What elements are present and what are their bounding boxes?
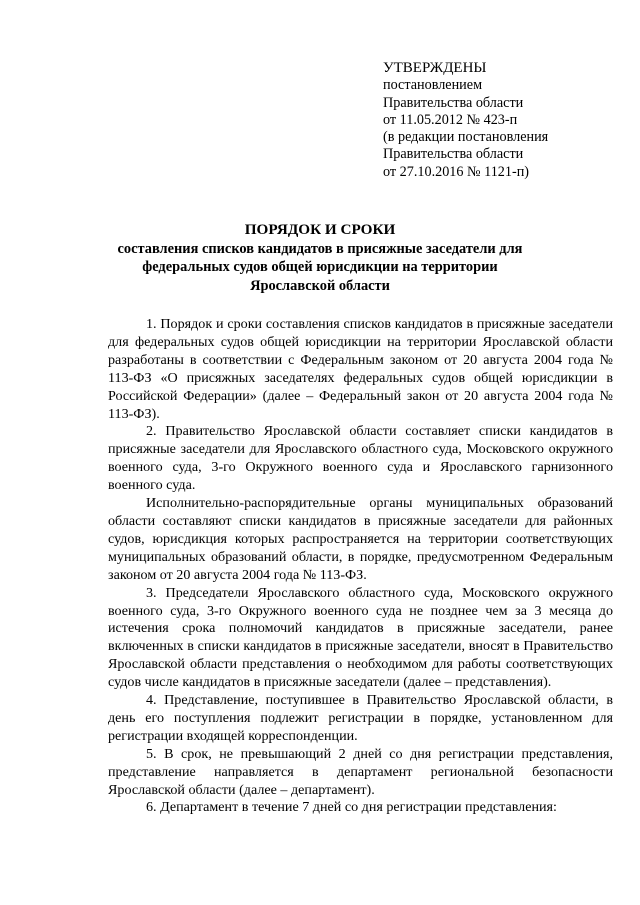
- paragraph: 4. Представление, поступившее в Правительство Ярославской области, в день его поступления подлежит регистрации в порядке, установленном для регистрации входящей корреспонденции.: [108, 692, 613, 744]
- approval-heading: УТВЕРЖДЕНЫ: [383, 60, 487, 76]
- paragraph: 5. В срок, не превышающий 2 дней со дня регистрации представления, представление направляется в департамент региональной безопасности Ярославской области (далее – департамент).: [108, 745, 613, 798]
- paragraph: 3. Председатели Ярославского областного суда, Московского окружного военного суда, 3-го Окружного военного суда не позднее чем за 3 месяца до истечения срока полномочий кандидатов в присяжные заседатели, ранее включенных в списки кандидатов в присяжные заседатели, вносят в Правительство Ярославской области представления о необходимом для работы соответствующих судов числе кандидатов в присяжные заседатели (далее – представления).: [108, 584, 613, 691]
- title-main: ПОРЯДОК И СРОКИ: [244, 221, 396, 238]
- paragraph: 2. Правительство Ярославской области составляет списки кандидатов в присяжные заседатели для Ярославского областного суда, Московского окружного военного суда, 3-го Окружного военного суда и Ярославского гарнизонного военного суда.: [108, 423, 613, 494]
- paragraph: 1. Порядок и сроки составления списков кандидатов в присяжные заседатели для федеральных судов общей юрисдикции на территории Ярославской области разработаны в соответствии с Федеральным законом от 20 августа 2004 года № 113-ФЗ «О присяжных заседателях федеральных судов общей юрисдикции в Российской Федерации» (далее – Федеральный закон от 20 августа 2004 года № 113-ФЗ).: [108, 316, 613, 422]
- approval-line: от 11.05.2012 № 423-п: [383, 111, 518, 128]
- approval-stamp: [383, 60, 633, 181]
- approval-line: Правительства области: [383, 94, 524, 111]
- approval-line: Правительства области: [383, 146, 524, 163]
- paragraph: 6. Департамент в течение 7 дней со дня регистрации представления:: [146, 799, 557, 816]
- title-subtitle-line: Ярославской области: [250, 278, 390, 295]
- title-subtitle-line: составления списков кандидатов в присяжные заседатели для: [117, 240, 523, 257]
- title-subtitle-line: федеральных судов общей юрисдикции на территории: [142, 259, 498, 276]
- document-title: [60, 221, 580, 296]
- approval-line: постановлением: [383, 77, 483, 94]
- approval-line: от 27.10.2016 № 1121-п): [383, 163, 530, 180]
- paragraph: Исполнительно-распорядительные органы муниципальных образований области составляют списки кандидатов в присяжные заседатели для районных судов, юрисдикция которых распространяется на территории соответствующих муниципальных образований области, в порядке, предусмотренном Федеральным законом от 20 августа 2004 года № 113-ФЗ.: [108, 495, 613, 583]
- document-body: [108, 316, 613, 817]
- approval-line: (в редакции постановления: [383, 129, 549, 146]
